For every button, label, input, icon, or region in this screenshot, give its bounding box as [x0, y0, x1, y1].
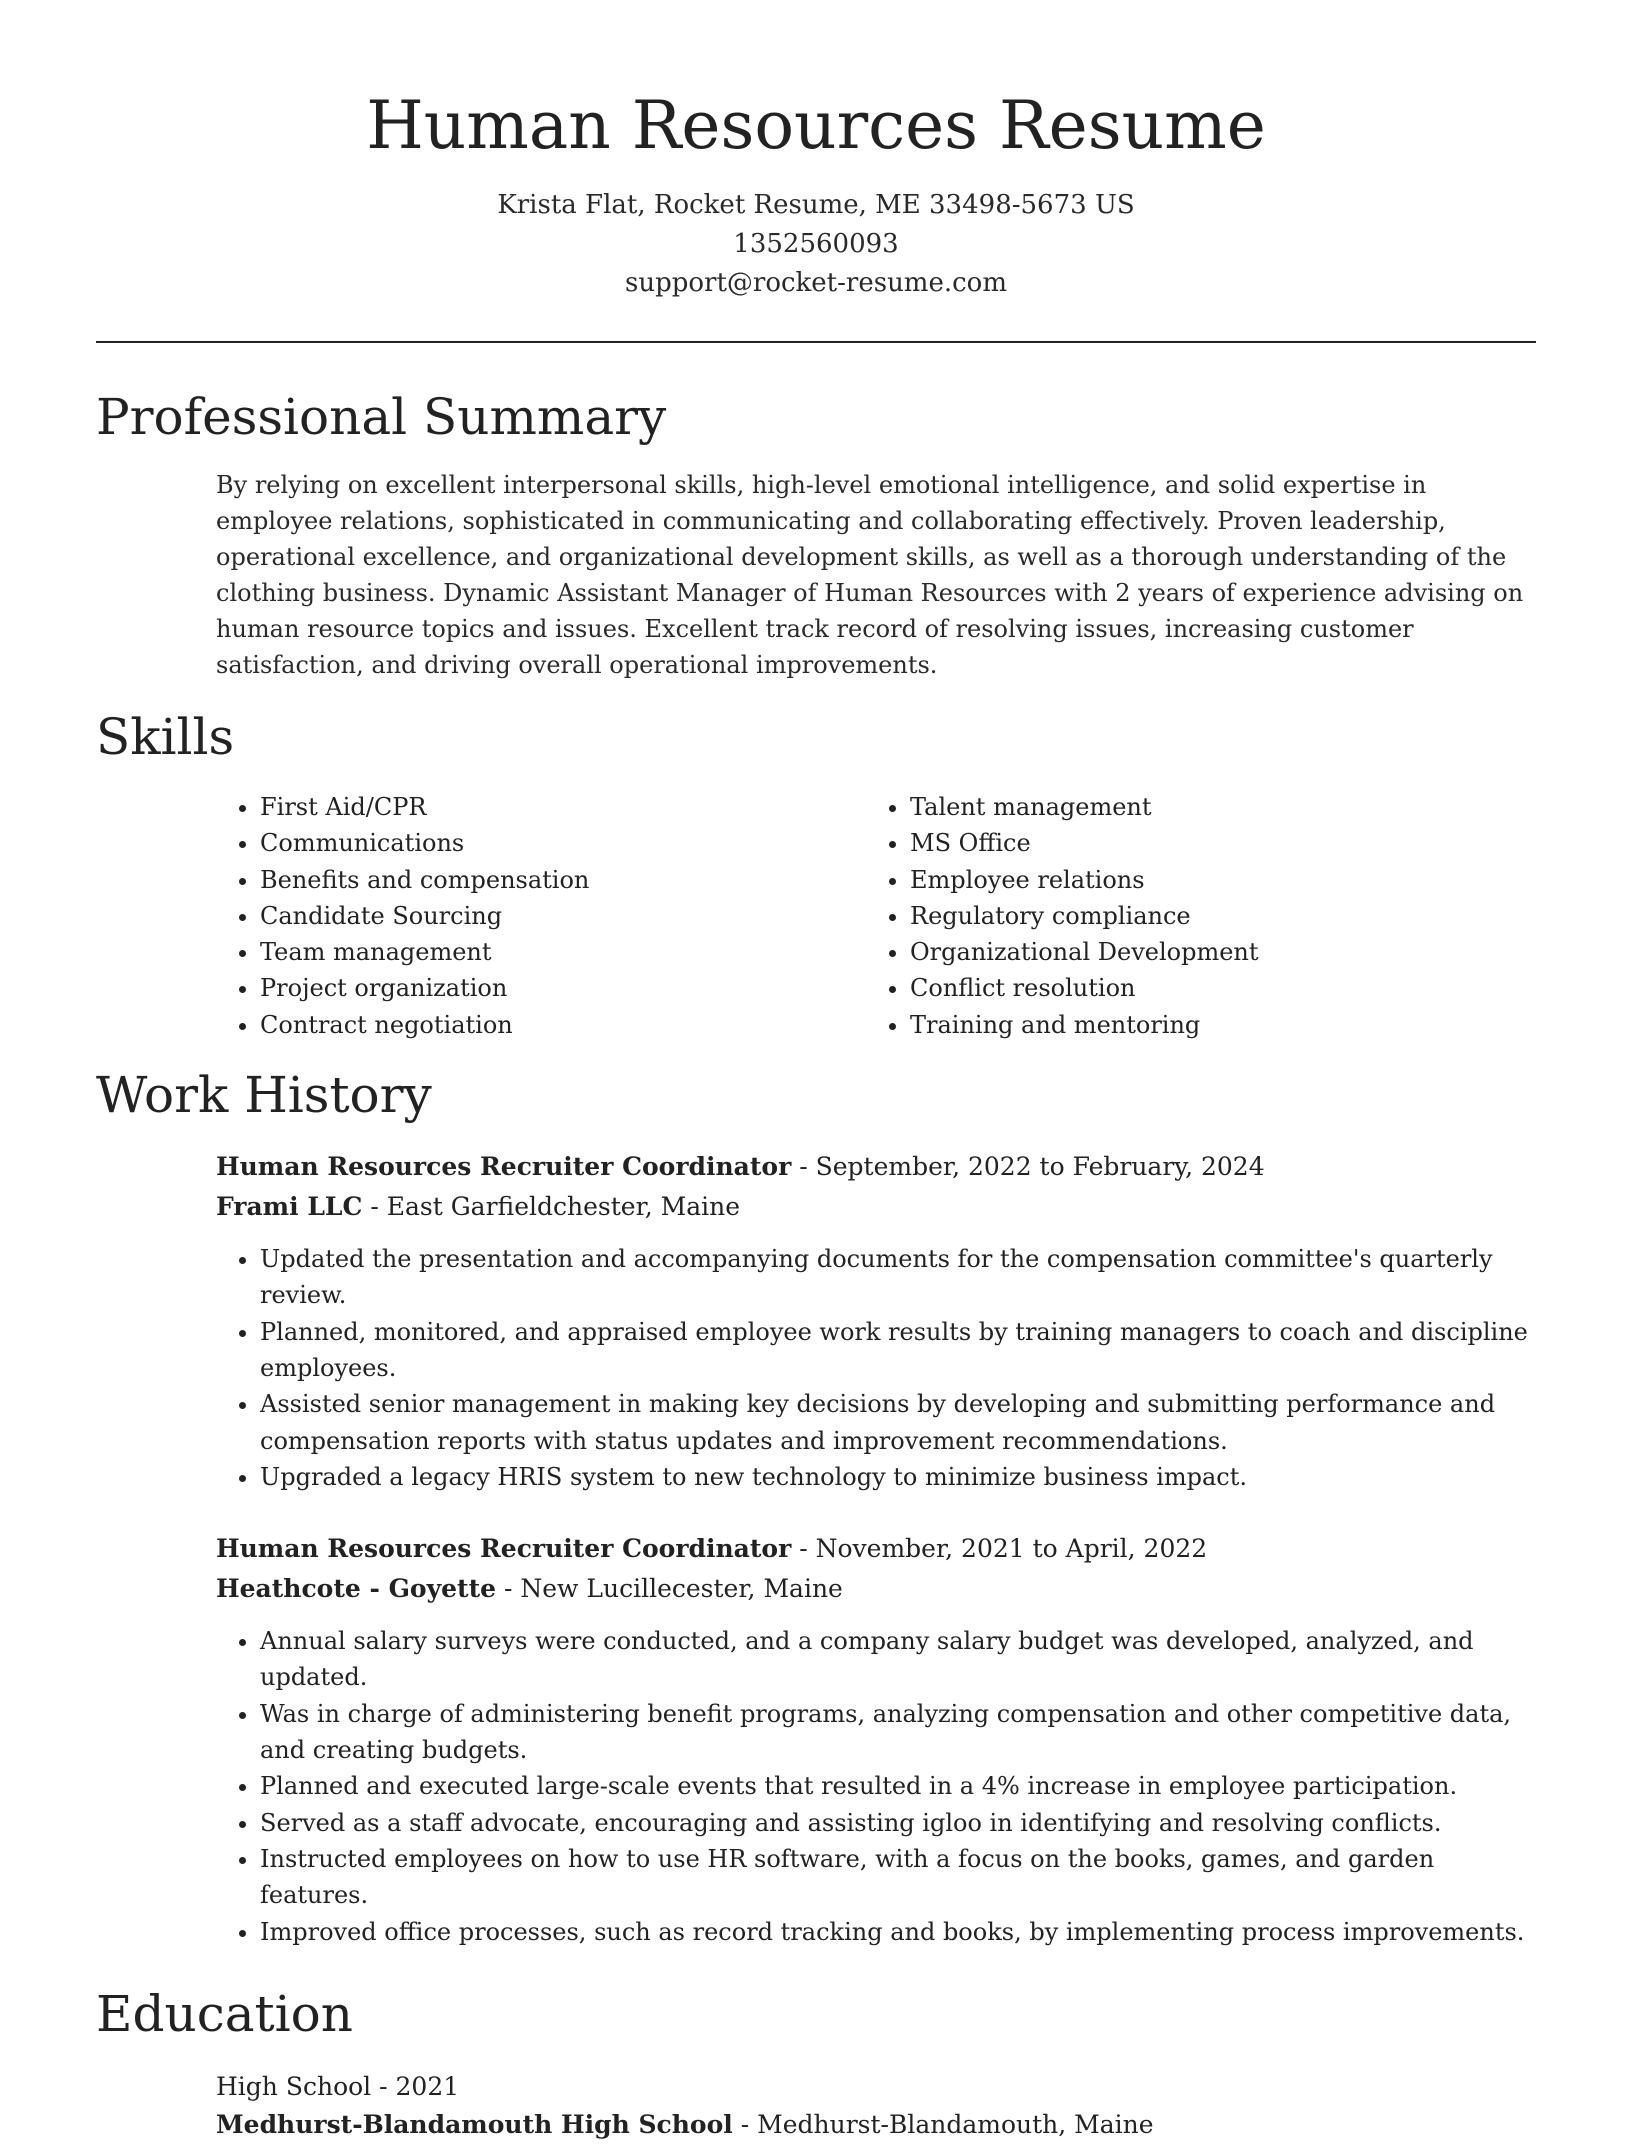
resume-page	[96, 0, 1536, 2144]
skill-item: • Regulatory compliance	[910, 898, 1259, 934]
skill-item: • Benefits and compensation	[260, 862, 866, 898]
contact-phone: 1352560093	[733, 229, 899, 259]
job-entry	[216, 1147, 1536, 1495]
education-location: - Medhurst-Blandamouth, Maine	[732, 2109, 1154, 2139]
contact-info	[96, 186, 1536, 303]
job-bullet: • Was in charge of administering benefit programs, analyzing compensation and other competitive data, and creating budgets.	[260, 1696, 1536, 1769]
skill-item: • Talent management	[910, 789, 1259, 825]
job-bullets	[216, 1241, 1536, 1495]
skill-item: • MS Office	[910, 825, 1259, 861]
job-bullet: • Annual salary surveys were conducted, and a company salary budget was developed, analyzed, and updated.	[260, 1623, 1536, 1696]
skills-heading: Skills	[96, 708, 235, 766]
job-dates: - September, 2022 to February, 2024	[791, 1152, 1265, 1182]
job-title-line	[216, 1529, 1536, 1569]
job-bullet: • Served as a staff advocate, encouraging and assisting igloo in identifying and resolving conflicts.	[260, 1805, 1536, 1841]
job-entry	[216, 1529, 1536, 1950]
education-degree: High School - 2021	[216, 2071, 460, 2101]
job-bullet: • Planned and executed large-scale events that resulted in a 4% increase in employee participation.	[260, 1768, 1536, 1804]
education-entry	[216, 2068, 1536, 2144]
skill-item: • Conflict resolution	[910, 970, 1259, 1006]
skill-item: • Employee relations	[910, 862, 1259, 898]
skill-item: • Contract negotiation	[260, 1007, 866, 1043]
skill-item: • Project organization	[260, 970, 866, 1006]
skill-item: • Organizational Development	[910, 934, 1259, 970]
job-role: Human Resources Recruiter Coordinator	[216, 1534, 792, 1564]
education-school: Medhurst-Blandamouth High School	[216, 2109, 733, 2139]
job-location: - New Lucillecester, Maine	[496, 1574, 843, 1604]
skill-item: • Candidate Sourcing	[260, 898, 866, 934]
header-divider	[96, 341, 1536, 343]
job-location: - East Garfieldchester, Maine	[362, 1192, 741, 1222]
skills-column-right	[866, 789, 1259, 1043]
job-bullet: • Assisted senior management in making key decisions by developing and submitting performance and compensation reports with status updates and improvement recommendations.	[260, 1386, 1536, 1459]
job-company-line	[216, 1187, 1536, 1227]
skill-item: • Training and mentoring	[910, 1007, 1259, 1043]
summary-text: By relying on excellent interpersonal skills, high-level emotional intelligence, and solid expertise in employee relations, sophisticated in communicating and collaborating effectively. Proven leadership, operational excellence, and organizational development skills, as well as a thorough understanding of the clothing business. Dynamic Assistant Manager of Human Resources with 2 years of experience advising on human resource topics and issues. Excellent track record of resolving issues, increasing customer satisfaction, and driving overall operational improvements.	[216, 471, 1524, 679]
resume-header	[96, 0, 1536, 303]
job-company-line	[216, 1569, 1536, 1609]
job-role: Human Resources Recruiter Coordinator	[216, 1152, 792, 1182]
job-bullet: • Updated the presentation and accompanying documents for the compensation committee's quarterly review.	[260, 1241, 1536, 1314]
contact-email: support@rocket-resume.com	[624, 268, 1007, 298]
job-title-line	[216, 1147, 1536, 1187]
skills-list	[216, 789, 1536, 1043]
skill-item: • First Aid/CPR	[260, 789, 866, 825]
skills-column-left	[216, 789, 866, 1043]
education-heading: Education	[96, 1984, 353, 2043]
job-bullets	[216, 1623, 1536, 1950]
skill-item: • Communications	[260, 825, 866, 861]
job-bullet: • Upgraded a legacy HRIS system to new technology to minimize business impact.	[260, 1459, 1536, 1495]
contact-address: Krista Flat, Rocket Resume, ME 33498-5673 US	[497, 190, 1135, 220]
job-bullet: • Instructed employees on how to use HR software, with a focus on the books, games, and garden features.	[260, 1841, 1536, 1914]
job-dates: - November, 2021 to April, 2022	[791, 1534, 1208, 1564]
job-bullet: • Improved office processes, such as record tracking and books, by implementing process improvements.	[260, 1914, 1536, 1950]
resume-title: Human Resources Resume	[366, 87, 1266, 164]
skill-item: • Team management	[260, 934, 866, 970]
job-company: Heathcote - Goyette	[216, 1574, 497, 1604]
job-company: Frami LLC	[216, 1192, 363, 1222]
summary-heading: Professional Summary	[96, 388, 667, 446]
job-bullet: • Planned, monitored, and appraised employee work results by training managers to coach and discipline employees.	[260, 1314, 1536, 1387]
work-history-heading: Work History	[96, 1066, 432, 1125]
